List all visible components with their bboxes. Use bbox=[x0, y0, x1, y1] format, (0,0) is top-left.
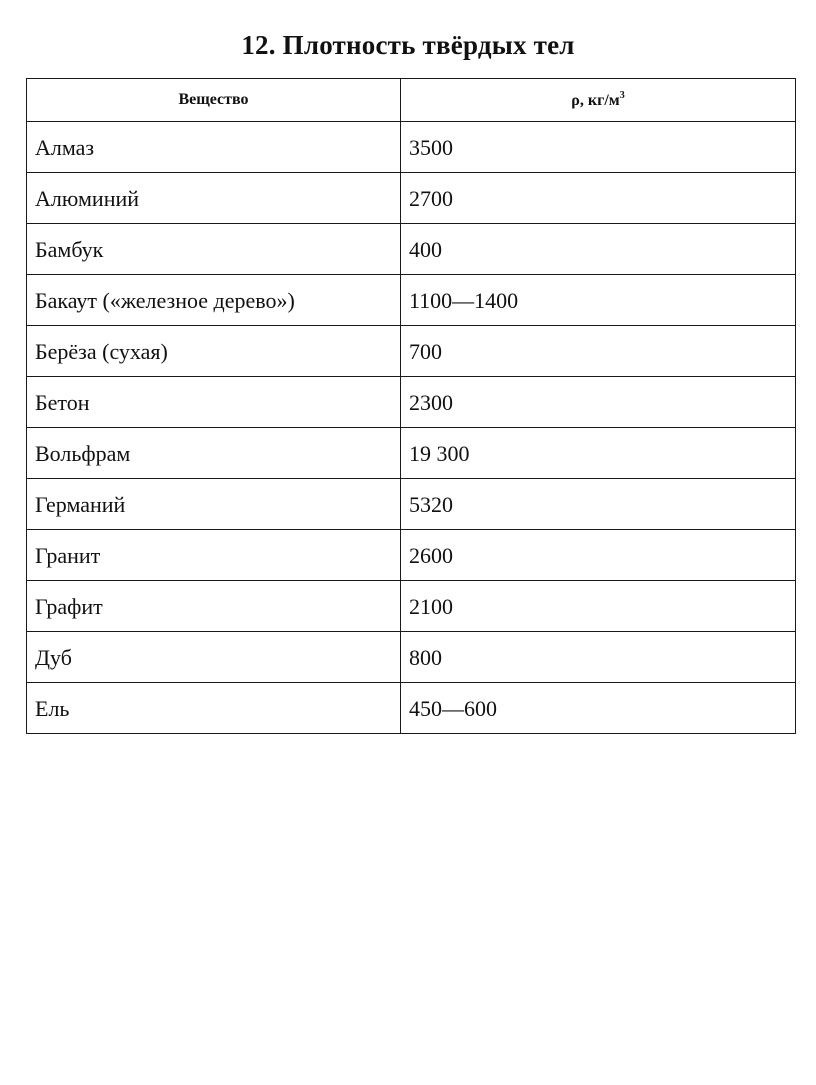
cell-substance: Алюминий bbox=[27, 173, 401, 224]
cell-substance: Германий bbox=[27, 479, 401, 530]
cell-density: 2300 bbox=[401, 377, 796, 428]
table-row bbox=[27, 377, 796, 428]
cell-density: 800 bbox=[401, 632, 796, 683]
density-table bbox=[26, 78, 796, 734]
cell-density: 700 bbox=[401, 326, 796, 377]
cell-substance: Алмаз bbox=[27, 122, 401, 173]
table-row bbox=[27, 581, 796, 632]
table-row bbox=[27, 173, 796, 224]
cell-density: 1100—1400 bbox=[401, 275, 796, 326]
table-row bbox=[27, 122, 796, 173]
table-row bbox=[27, 275, 796, 326]
cell-substance: Берёза (сухая) bbox=[27, 326, 401, 377]
cell-density: 450—600 bbox=[401, 683, 796, 734]
cell-substance: Бамбук bbox=[27, 224, 401, 275]
table-row bbox=[27, 428, 796, 479]
cell-density: 5320 bbox=[401, 479, 796, 530]
cell-density: 2600 bbox=[401, 530, 796, 581]
cell-density: 2100 bbox=[401, 581, 796, 632]
cell-substance: Графит bbox=[27, 581, 401, 632]
cell-substance: Дуб bbox=[27, 632, 401, 683]
page-title: 12. Плотность твёрдых тел bbox=[241, 30, 575, 60]
cell-substance: Бакаут («железное дерево») bbox=[27, 275, 401, 326]
header-density bbox=[401, 79, 796, 122]
header-density-exponent: 3 bbox=[619, 90, 625, 101]
header-substance: Вещество bbox=[27, 79, 401, 122]
cell-substance: Вольфрам bbox=[27, 428, 401, 479]
cell-substance: Бетон bbox=[27, 377, 401, 428]
table-row bbox=[27, 632, 796, 683]
table-row bbox=[27, 326, 796, 377]
cell-substance: Ель bbox=[27, 683, 401, 734]
cell-substance: Гранит bbox=[27, 530, 401, 581]
header-density-label: ρ, кг/м bbox=[571, 92, 620, 109]
table-row bbox=[27, 224, 796, 275]
table-header-row bbox=[27, 79, 796, 122]
cell-density: 2700 bbox=[401, 173, 796, 224]
cell-density: 3500 bbox=[401, 122, 796, 173]
table-row bbox=[27, 530, 796, 581]
table-row bbox=[27, 479, 796, 530]
table-row bbox=[27, 683, 796, 734]
cell-density: 19 300 bbox=[401, 428, 796, 479]
cell-density: 400 bbox=[401, 224, 796, 275]
